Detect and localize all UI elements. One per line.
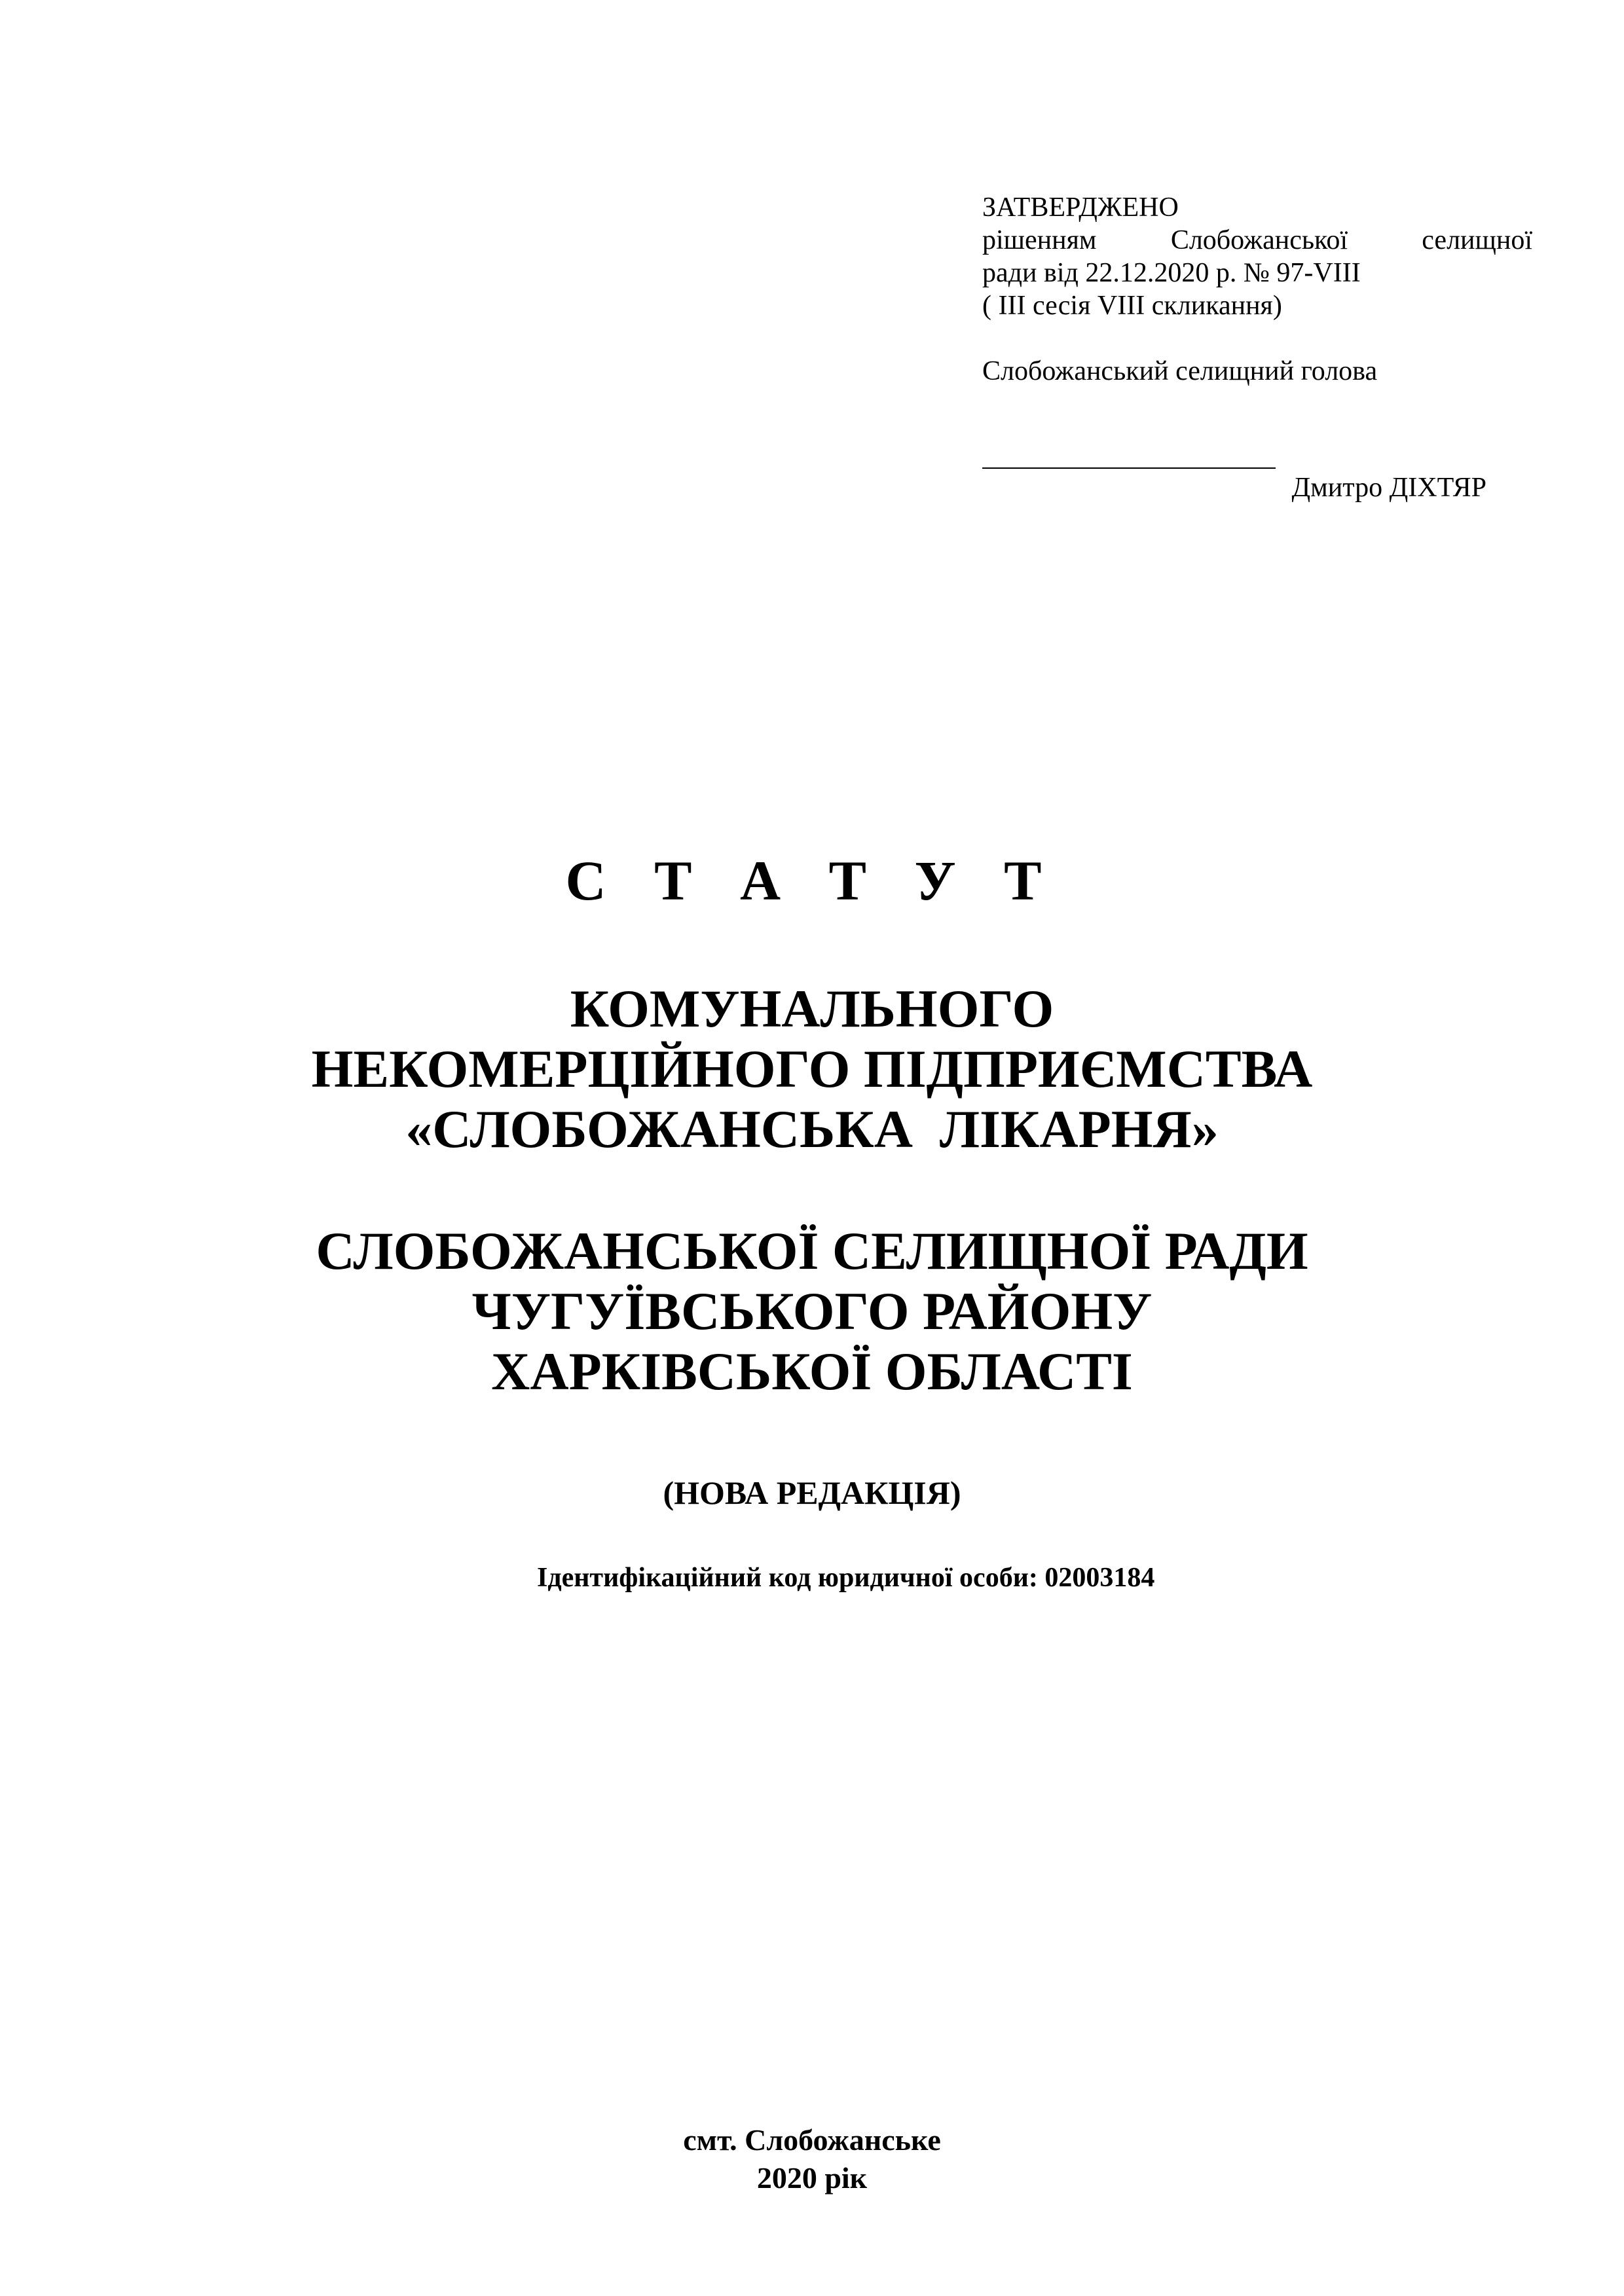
signer-name: Дмитро ДІХТЯР bbox=[1291, 473, 1486, 503]
approval-block bbox=[982, 191, 1532, 504]
council-name-line1: СЛОБОЖАНСЬКОЇ СЕЛИЩНОЇ РАДИ bbox=[316, 1221, 1308, 1281]
organization-name-line3: «СЛОБОЖАНСЬКА ЛІКАРНЯ» bbox=[405, 1099, 1219, 1159]
footer bbox=[0, 2121, 1624, 2197]
council-name-line3: ХАРКІВСЬКОЇ ОБЛАСТІ bbox=[491, 1341, 1133, 1401]
approval-session: ( ІІІ сесія VІІІ скликання) bbox=[982, 291, 1282, 321]
approval-decision-line1 bbox=[982, 224, 1532, 257]
organization-name-line1: КОМУНАЛЬНОГО bbox=[570, 979, 1054, 1038]
footer-year: 2020 рік bbox=[756, 2161, 868, 2195]
approval-word-1: рішенням bbox=[982, 225, 1097, 255]
approval-spacer bbox=[982, 322, 1532, 355]
approval-word-3: селищної bbox=[1422, 225, 1532, 255]
approval-heading: ЗАТВЕРДЖЕНО bbox=[982, 192, 1179, 223]
organization-name bbox=[0, 979, 1624, 1159]
footer-place: смт. Слобожанське bbox=[683, 2123, 941, 2157]
edition-label: (НОВА РЕДАКЦІЯ) bbox=[663, 1474, 961, 1511]
council-name bbox=[0, 1221, 1624, 1402]
approval-word-2: Слобожанської bbox=[1170, 225, 1348, 255]
approval-decision-line2: ради від 22.12.2020 р. № 97-VIII bbox=[982, 258, 1361, 288]
council-name-line2: ЧУГУЇВСЬКОГО РАЙОНУ bbox=[471, 1281, 1153, 1341]
signature-line bbox=[982, 453, 1276, 469]
document-title: С Т А Т У Т bbox=[565, 849, 1059, 912]
signer-title: Слобожанський селищний голова bbox=[982, 356, 1378, 386]
organization-name-line2: НЕКОМЕРЦІЙНОГО ПІДПРИЄМСТВА bbox=[311, 1039, 1313, 1099]
identification-code: Ідентифікаційний код юридичної особи: 02003184 bbox=[537, 1563, 1155, 1593]
